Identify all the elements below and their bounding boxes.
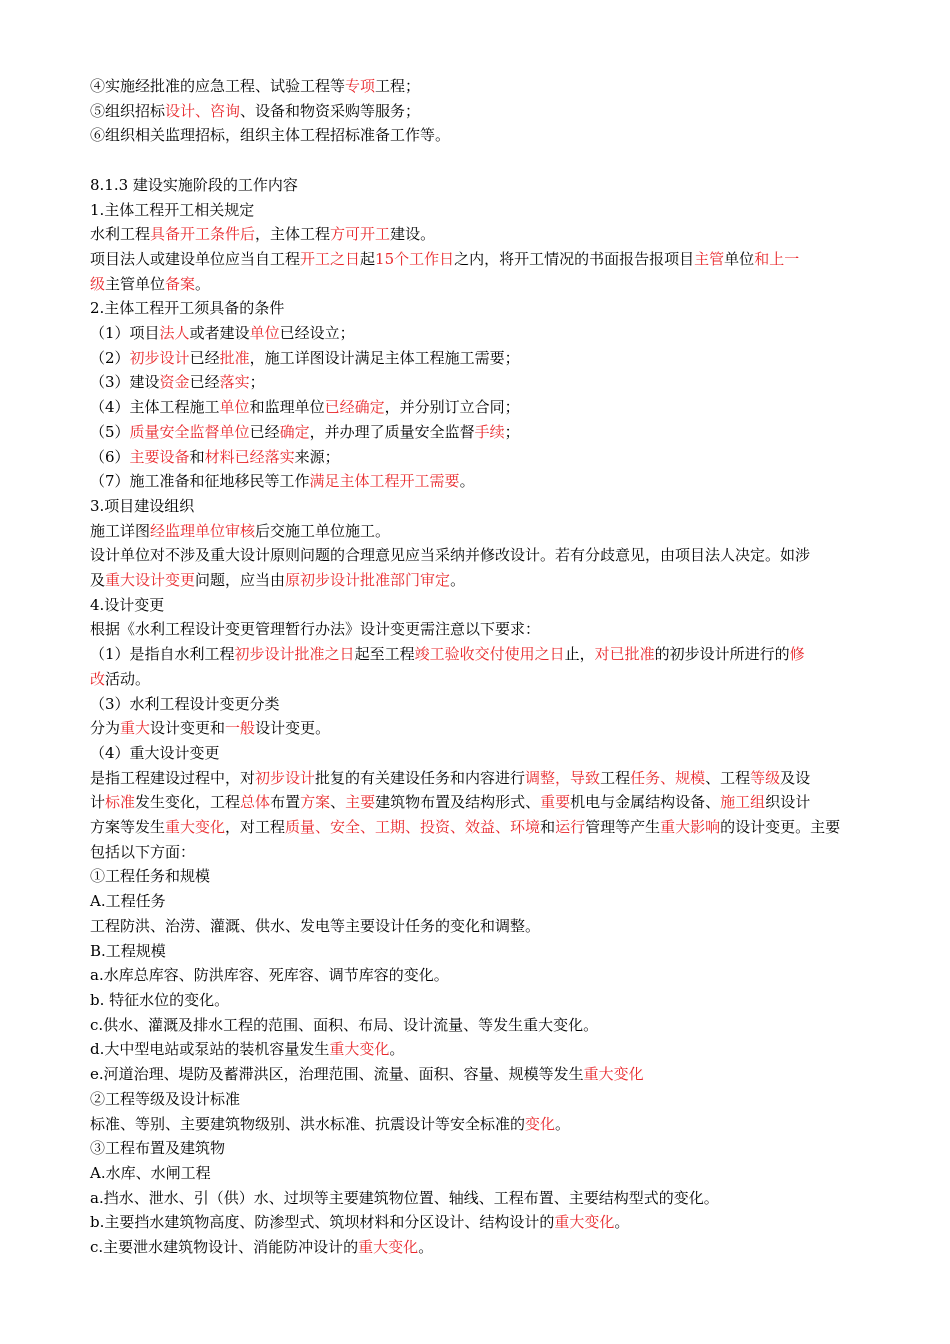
text-segment: 已经 <box>249 422 280 441</box>
text-segment: （3）建设 <box>90 373 160 392</box>
text-segment: ②工程等级及设计标准 <box>90 1089 241 1108</box>
text-line <box>90 864 888 889</box>
highlighted-text: 运行 <box>555 818 586 837</box>
text-line <box>90 247 888 272</box>
highlighted-text: 落实 <box>219 373 250 392</box>
text-line <box>90 1161 888 1186</box>
text-line <box>90 840 888 865</box>
text-segment: 工程； <box>375 77 421 95</box>
highlighted-text: 施工组 <box>720 793 766 812</box>
text-segment: ； <box>504 422 520 441</box>
text-segment: 和 <box>540 818 556 837</box>
text-segment: 问题，应当由 <box>195 571 286 590</box>
text-segment: 。 <box>555 1114 571 1133</box>
text-segment: 机电与金属结构设备、 <box>570 793 721 812</box>
highlighted-text: 初步设计批准之日 <box>234 645 355 664</box>
text-segment: ⑥组织相关监理招标，组织主体工程招标准备工作等。 <box>90 126 451 145</box>
text-segment: 织设计 <box>765 793 811 812</box>
highlighted-text: 主管 <box>694 249 725 268</box>
highlighted-text: 质量安全监督单位 <box>129 422 250 441</box>
text-segment: （4）重大设计变更 <box>90 743 220 762</box>
text-segment: （2） <box>90 348 130 367</box>
text-segment: 单位 <box>724 249 755 268</box>
text-segment: ； <box>249 373 265 392</box>
text-segment: 、工程 <box>705 768 751 787</box>
text-segment: ③工程布置及建筑物 <box>90 1139 226 1158</box>
text-segment: 来源； <box>294 447 340 466</box>
highlighted-text: 单位 <box>249 324 280 343</box>
text-segment: c.供水、灌溉及排水工程的范围、面积、布局、设计流量、等发生重大变化。 <box>90 1015 599 1034</box>
text-line <box>90 296 888 321</box>
text-segment: 分为 <box>90 719 121 738</box>
highlighted-text: 重大 <box>120 719 151 738</box>
text-segment: （6） <box>90 447 130 466</box>
text-segment: 3.项目建设组织 <box>90 496 195 515</box>
highlighted-text: 重大变化 <box>329 1040 390 1059</box>
text-line <box>90 1037 888 1062</box>
text-segment: e.河道治理、堤防及蓄滞洪区，治理范围、流量、面积、容量、规模等发生 <box>90 1065 584 1084</box>
text-line <box>90 790 888 815</box>
highlighted-text: 重大变化 <box>554 1213 615 1232</box>
highlighted-text: 标准 <box>105 793 136 812</box>
highlighted-text: 主要 <box>345 793 376 812</box>
highlighted-text: 主要设备 <box>129 447 190 466</box>
text-segment: 设计单位对不涉及重大设计原则问题的合理意见应当采纳并修改设计。若有分歧意见，由项目法人决定。如涉 <box>90 546 811 565</box>
highlighted-text: 重大变化 <box>165 818 226 837</box>
highlighted-text: 调整，导致 <box>525 768 601 787</box>
highlighted-text: 材料已经落实 <box>204 447 295 466</box>
highlighted-text: 对已批准 <box>594 645 655 664</box>
highlighted-text: 法人 <box>159 324 190 343</box>
text-segment: 4.设计变更 <box>90 595 165 614</box>
text-line <box>90 1087 888 1112</box>
text-line <box>90 346 888 371</box>
text-line <box>90 1136 888 1161</box>
text-segment: c.主要泄水建筑物设计、消能防冲设计的 <box>90 1238 359 1257</box>
text-line <box>90 815 888 840</box>
text-line <box>90 272 888 297</box>
text-segment: 批复的有关建设任务和内容进行 <box>315 768 526 787</box>
text-line <box>90 716 888 741</box>
text-segment: 包括以下方面： <box>90 842 196 861</box>
text-segment: ，主体工程 <box>255 225 331 244</box>
text-segment: 止， <box>564 645 595 664</box>
text-segment: 2.主体工程开工须具备的条件 <box>90 299 285 318</box>
text-segment: 。 <box>195 274 211 293</box>
highlighted-text: 手续 <box>474 422 505 441</box>
highlighted-text: 重大变化 <box>358 1238 419 1257</box>
text-line <box>90 988 888 1013</box>
highlighted-text: 方可开工 <box>330 225 391 244</box>
text-segment: 后交施工单位施工。 <box>255 521 391 540</box>
text-segment: 管理等产生 <box>585 818 661 837</box>
highlighted-text: 重要 <box>540 793 571 812</box>
highlighted-text: 确定 <box>279 422 310 441</box>
blank-line <box>90 148 888 173</box>
highlighted-text: 设计、咨询 <box>165 101 241 120</box>
text-segment: 。 <box>450 571 466 590</box>
text-line <box>90 99 888 124</box>
text-line <box>90 74 888 99</box>
highlighted-text: 总体 <box>240 793 271 812</box>
highlighted-text: 备案 <box>165 274 196 293</box>
text-segment: b. 特征水位的变化。 <box>90 991 230 1009</box>
text-segment: ，对工程 <box>225 818 286 837</box>
text-segment: 已经 <box>189 373 220 392</box>
text-segment: 和监理单位 <box>249 398 325 417</box>
text-segment: 建设。 <box>390 225 436 244</box>
text-segment: 1.主体工程开工相关规定 <box>90 200 255 219</box>
text-line <box>90 692 888 717</box>
text-segment: d.大中型电站或泵站的装机容量发生 <box>90 1040 330 1059</box>
highlighted-text: 初步设计 <box>255 768 316 787</box>
text-segment: 建筑物布置及结构形式、 <box>375 793 541 812</box>
text-segment: 。 <box>418 1238 434 1257</box>
highlighted-text: 资金 <box>159 373 190 392</box>
text-segment: ①工程任务和规模 <box>90 867 211 886</box>
text-line <box>90 642 888 667</box>
highlighted-text: 改 <box>90 669 106 688</box>
text-segment: 的设计变更。主要 <box>720 818 841 837</box>
text-segment: 设计变更和 <box>150 719 226 738</box>
highlighted-text: 满足主体工程开工需要 <box>309 472 460 491</box>
text-segment: 根据《水利工程设计变更管理暂行办法》设计变更需注意以下要求： <box>90 620 541 639</box>
text-line <box>90 395 888 420</box>
text-segment: （3）水利工程设计变更分类 <box>90 694 280 713</box>
text-line <box>90 420 888 445</box>
highlighted-text: 质量、安全、工期、投资、效益、环境 <box>285 818 541 837</box>
text-line <box>90 198 888 223</box>
text-segment: ，并分别订立合同； <box>384 398 520 417</box>
text-segment: 活动。 <box>105 669 151 688</box>
text-segment: 。 <box>459 472 475 491</box>
text-segment: 。 <box>389 1040 405 1059</box>
text-line <box>90 617 888 642</box>
highlighted-text: 已经确定 <box>324 398 385 417</box>
text-segment: 起 <box>360 249 376 268</box>
text-line <box>90 469 888 494</box>
highlighted-text: 重大影响 <box>660 818 721 837</box>
highlighted-text: 原初步设计批准部门审定 <box>285 571 451 590</box>
text-segment: 计 <box>90 793 106 812</box>
highlighted-text: 级 <box>90 274 106 293</box>
text-line <box>90 593 888 618</box>
text-line <box>90 1013 888 1038</box>
text-line <box>90 667 888 692</box>
highlighted-text: 等级 <box>750 768 781 787</box>
text-segment: （1）是指自水利工程 <box>90 645 235 664</box>
highlighted-text: 修 <box>789 645 805 664</box>
text-segment: 施工详图 <box>90 521 151 540</box>
text-segment: 布置 <box>270 793 301 812</box>
text-line <box>90 543 888 568</box>
text-segment: 的初步设计所进行的 <box>654 645 790 664</box>
text-segment: （1）项目 <box>90 324 160 343</box>
text-segment: b.主要挡水建筑物高度、防渗型式、筑坝材料和分区设计、结构设计的 <box>90 1213 555 1232</box>
text-line <box>90 1112 888 1137</box>
highlighted-text: 具备开工条件后 <box>150 225 256 244</box>
text-line <box>90 741 888 766</box>
text-line <box>90 321 888 346</box>
text-segment: 工程防洪、治涝、灌溉、供水、发电等主要设计任务的变化和调整。 <box>90 916 541 935</box>
text-segment: 已经设立； <box>279 324 355 343</box>
text-line <box>90 889 888 914</box>
text-segment: （7）施工准备和征地移民等工作 <box>90 472 310 491</box>
text-segment: 已经 <box>189 348 220 367</box>
text-line <box>90 494 888 519</box>
text-line <box>90 173 888 198</box>
text-line <box>90 222 888 247</box>
text-line <box>90 370 888 395</box>
text-segment: 或者建设 <box>189 324 250 343</box>
text-segment: （5） <box>90 422 130 441</box>
text-line <box>90 519 888 544</box>
text-segment: 、 <box>330 793 346 812</box>
text-segment: 8.1.3 建设实施阶段的工作内容 <box>90 175 298 194</box>
text-segment: a.水库总库容、防洪库容、死库容、调节库容的变化。 <box>90 966 449 985</box>
text-line <box>90 963 888 988</box>
highlighted-text: 开工之日 <box>300 249 361 268</box>
highlighted-text: 一般 <box>225 719 256 738</box>
highlighted-text: 重大设计变更 <box>105 571 196 590</box>
text-segment: 发生变化，工程 <box>135 793 241 812</box>
highlighted-text: 批准 <box>219 348 250 367</box>
text-segment: 及 <box>90 571 106 590</box>
text-line <box>90 1210 888 1235</box>
text-segment: 方案等发生 <box>90 818 166 837</box>
text-segment: ，施工详图设计满足主体工程施工需要； <box>249 348 520 367</box>
text-segment: 工程 <box>600 768 631 787</box>
text-segment: A.水库、水闸工程 <box>90 1163 211 1182</box>
text-line <box>90 1235 888 1260</box>
text-line <box>90 123 888 148</box>
text-line <box>90 766 888 791</box>
highlighted-text: 竣工验收交付使用之日 <box>414 645 565 664</box>
text-line <box>90 1186 888 1211</box>
text-segment: ④实施经批准的应急工程、试验工程等 <box>90 77 346 95</box>
text-line <box>90 914 888 939</box>
text-segment: 项目法人或建设单位应当自工程 <box>90 249 301 268</box>
text-line <box>90 568 888 593</box>
highlighted-text: 经监理单位审核 <box>150 521 256 540</box>
text-segment: 标准、等别、主要建筑物级别、洪水标准、抗震设计等安全标准的 <box>90 1114 526 1133</box>
text-segment: 。 <box>614 1213 630 1232</box>
highlighted-text: 和上一 <box>754 249 800 268</box>
text-line <box>90 445 888 470</box>
highlighted-text: 方案 <box>300 793 331 812</box>
highlighted-text: 任务、规模 <box>630 768 706 787</box>
highlighted-text: 单位 <box>219 398 250 417</box>
text-segment: （4）主体工程施工 <box>90 398 220 417</box>
text-segment: 及设 <box>780 768 811 787</box>
document-page <box>90 74 888 1260</box>
highlighted-text: 变化 <box>525 1114 556 1133</box>
text-segment: 和 <box>189 447 205 466</box>
text-segment: a.挡水、泄水、引（供）水、过坝等主要建筑物位置、轴线、工程布置、主要结构型式的变化。 <box>90 1188 719 1207</box>
highlighted-text: 15个工作日 <box>375 249 455 268</box>
text-segment: ，并办理了质量安全监督 <box>309 422 475 441</box>
text-segment: 主管单位 <box>105 274 166 293</box>
text-segment: 起至工程 <box>354 645 415 664</box>
text-segment: A.工程任务 <box>90 892 166 911</box>
text-segment: 之内，将开工情况的书面报告报项目 <box>454 249 695 268</box>
highlighted-text: 专项 <box>345 77 376 95</box>
text-segment: B.工程规模 <box>90 941 166 960</box>
text-line <box>90 939 888 964</box>
text-segment: 水利工程 <box>90 225 151 244</box>
text-segment: 是指工程建设过程中，对 <box>90 768 256 787</box>
text-segment: 、设备和物资采购等服务； <box>240 101 421 120</box>
highlighted-text: 初步设计 <box>129 348 190 367</box>
text-segment: ⑤组织招标 <box>90 101 166 120</box>
text-segment: 设计变更。 <box>255 719 331 738</box>
text-line <box>90 1062 888 1087</box>
highlighted-text: 重大变化 <box>583 1065 644 1084</box>
